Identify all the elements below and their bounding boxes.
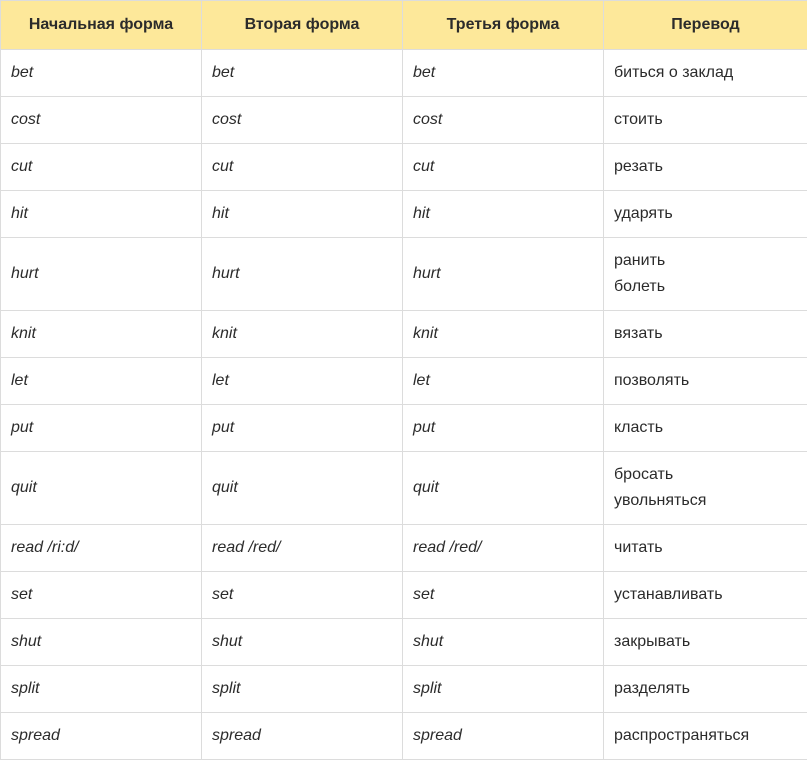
header-translation: Перевод — [604, 1, 807, 50]
cell-base-form: hit — [1, 191, 202, 238]
cell-second-form: spread — [202, 713, 403, 760]
translation-text: бросать — [614, 466, 674, 483]
header-base-form: Начальная форма — [1, 1, 202, 50]
table-row — [1, 525, 807, 572]
table-row — [1, 191, 807, 238]
cell-second-form: cost — [202, 97, 403, 144]
translation-text: устанавливать — [614, 586, 723, 603]
cell-second-form: knit — [202, 311, 403, 358]
cell-base-form: set — [1, 572, 202, 619]
table-row — [1, 572, 807, 619]
cell-translation — [604, 191, 807, 238]
table-row — [1, 144, 807, 191]
translation-text: болеть — [614, 278, 666, 295]
cell-third-form: cost — [403, 97, 604, 144]
cell-translation — [604, 452, 807, 525]
table-row — [1, 666, 807, 713]
cell-base-form: bet — [1, 50, 202, 97]
table-row — [1, 619, 807, 666]
table-row — [1, 713, 807, 760]
cell-base-form: cost — [1, 97, 202, 144]
cell-translation — [604, 713, 807, 760]
translation-text: вязать — [614, 325, 663, 342]
cell-third-form: cut — [403, 144, 604, 191]
cell-second-form: hit — [202, 191, 403, 238]
translation-text: ударять — [614, 205, 673, 222]
translation-text: читать — [614, 539, 663, 556]
table-row — [1, 238, 807, 311]
translation-text: распространяться — [614, 727, 750, 744]
cell-third-form: split — [403, 666, 604, 713]
cell-base-form: spread — [1, 713, 202, 760]
cell-third-form: read /red/ — [403, 525, 604, 572]
cell-third-form: shut — [403, 619, 604, 666]
table-row — [1, 50, 807, 97]
table-body — [1, 50, 807, 760]
cell-base-form: quit — [1, 452, 202, 525]
cell-base-form: split — [1, 666, 202, 713]
cell-translation — [604, 50, 807, 97]
table-row — [1, 405, 807, 452]
cell-translation — [604, 572, 807, 619]
translation-text: биться о заклад — [614, 64, 734, 81]
cell-second-form: hurt — [202, 238, 403, 311]
cell-base-form: cut — [1, 144, 202, 191]
cell-translation — [604, 97, 807, 144]
table-row — [1, 358, 807, 405]
cell-third-form: put — [403, 405, 604, 452]
translation-text: ранить — [614, 252, 666, 269]
cell-translation — [604, 311, 807, 358]
cell-translation — [604, 358, 807, 405]
cell-third-form: spread — [403, 713, 604, 760]
cell-base-form: put — [1, 405, 202, 452]
cell-second-form: read /red/ — [202, 525, 403, 572]
cell-third-form: bet — [403, 50, 604, 97]
cell-third-form: set — [403, 572, 604, 619]
cell-base-form: let — [1, 358, 202, 405]
cell-second-form: shut — [202, 619, 403, 666]
translation-text: позволять — [614, 372, 690, 389]
table-row — [1, 97, 807, 144]
cell-translation — [604, 525, 807, 572]
table-row — [1, 311, 807, 358]
cell-translation — [604, 238, 807, 311]
header-row — [1, 1, 807, 50]
translation-text: класть — [614, 419, 664, 436]
translation-text: увольняться — [614, 492, 707, 509]
cell-third-form: knit — [403, 311, 604, 358]
table-row — [1, 452, 807, 525]
cell-second-form: bet — [202, 50, 403, 97]
cell-third-form: let — [403, 358, 604, 405]
cell-second-form: put — [202, 405, 403, 452]
translation-text: резать — [614, 158, 663, 175]
header-second-form: Вторая форма — [202, 1, 403, 50]
cell-translation — [604, 666, 807, 713]
translation-text: стоить — [614, 111, 663, 128]
cell-second-form: cut — [202, 144, 403, 191]
cell-translation — [604, 619, 807, 666]
cell-translation — [604, 144, 807, 191]
cell-base-form: shut — [1, 619, 202, 666]
cell-base-form: read /ri:d/ — [1, 525, 202, 572]
cell-base-form: knit — [1, 311, 202, 358]
header-third-form: Третья форма — [403, 1, 604, 50]
cell-second-form: set — [202, 572, 403, 619]
cell-second-form: let — [202, 358, 403, 405]
cell-second-form: quit — [202, 452, 403, 525]
translation-text: разделять — [614, 680, 690, 697]
table-header — [1, 1, 807, 50]
translation-text: закрывать — [614, 633, 691, 650]
cell-third-form: hit — [403, 191, 604, 238]
cell-third-form: hurt — [403, 238, 604, 311]
cell-third-form: quit — [403, 452, 604, 525]
cell-base-form: hurt — [1, 238, 202, 311]
cell-translation — [604, 405, 807, 452]
cell-second-form: split — [202, 666, 403, 713]
